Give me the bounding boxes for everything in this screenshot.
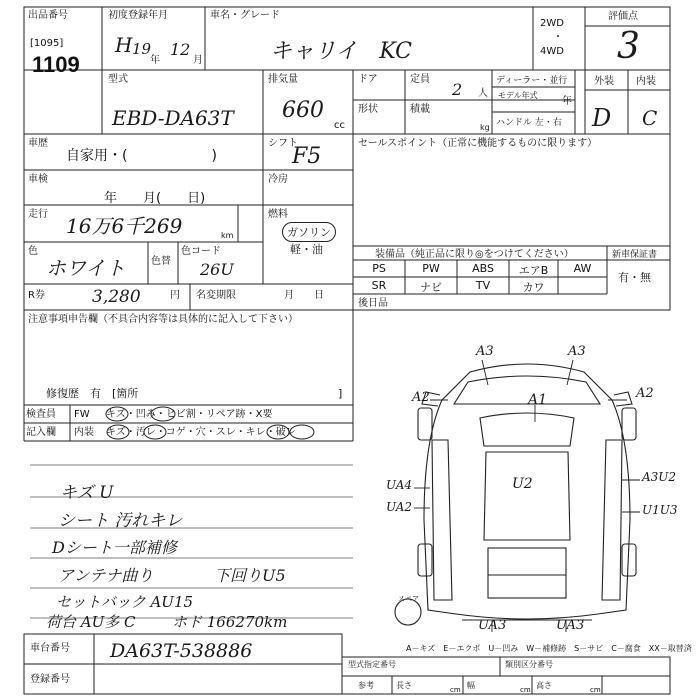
damage-label-a3-right: A3 [568, 344, 586, 359]
car-name-label: 車名・グレード [210, 10, 280, 21]
damage-label-u2: U2 [512, 476, 533, 492]
recycle-label: R券 [28, 290, 45, 301]
repair-history-close: ] [338, 387, 343, 400]
note-line-4: アンテナ曲り [58, 566, 154, 585]
equipment-abs: ABS [472, 262, 494, 275]
color-label: 色 [28, 246, 38, 257]
history-value: 自家用・( ) [66, 148, 217, 164]
inspector-label: 検査員 [26, 409, 56, 420]
color-code-label: 色コード [181, 246, 221, 257]
name-change-label: 名変期限 [196, 290, 236, 301]
plating-label: 色替 [151, 256, 171, 267]
note-line-5: セットバック AU15 [56, 593, 194, 611]
damage-legend: A－キズ E－エクボ U－凹み W－補修跡 S－サビ C－腐食 XX－取替済 [406, 644, 692, 653]
height-unit: cm [590, 686, 601, 694]
repair-history-label: 修復歴 有 [箇所 [46, 387, 139, 400]
side-note: 下回りU5 [214, 566, 286, 585]
length-label: 長さ [396, 681, 412, 690]
score-value: 3 [617, 26, 640, 67]
equipment-pw: PW [422, 262, 440, 275]
shape-label: 形状 [358, 104, 378, 115]
kg-unit: kg [480, 123, 490, 132]
ac-label: 冷房 [268, 174, 288, 185]
warranty-value: 有・無 [618, 271, 651, 284]
lot-code: [1095] [30, 38, 64, 49]
equipment-airbag: エアB [518, 264, 549, 277]
sales-points-label: セールスポイント（正常に機能するものに限ります） [358, 138, 598, 149]
history-label: 車歴 [28, 138, 48, 149]
form-spec-label: 型式指定番号 [348, 660, 396, 669]
length-unit: cm [450, 686, 461, 694]
shift-value: F5 [292, 144, 322, 169]
exterior-label: 外装 [594, 76, 614, 87]
first-registration-era: H [115, 33, 133, 57]
model-year-unit: 年 [562, 96, 572, 107]
first-registration-label: 初度登録年月 [108, 10, 168, 21]
damage-label-a2-left: A2 [412, 390, 430, 405]
yen-unit: 円 [170, 290, 180, 301]
displacement-label: 排気量 [268, 74, 298, 85]
fw-label: FW [74, 409, 90, 420]
class-number-label: 類別区分番号 [505, 660, 553, 669]
equipment-leather: カワ [522, 281, 545, 294]
first-registration-month: 12 [170, 40, 191, 59]
person-unit: 人 [478, 88, 488, 99]
width-unit: cm [520, 686, 531, 694]
dealer-label: ディーラー・並行 [496, 76, 568, 86]
capacity-value: 2 [452, 80, 463, 99]
fuel-gasoline-circled: ガソリン [282, 222, 336, 242]
recycle-value: 3,280 [92, 287, 141, 307]
registration-label: 登録番号 [30, 674, 70, 685]
spare-tire-label: スペア [398, 595, 419, 603]
month-unit: 月 [193, 55, 203, 66]
score-label: 評価点 [608, 11, 638, 22]
lot-number-label: 出品番号 [28, 10, 68, 21]
equipment-label: 装備品（純正品に限り◎をつけてください） [375, 249, 574, 260]
color-code-value: 26U [200, 260, 234, 279]
exterior-grade: D [592, 104, 612, 132]
entry-label: 記入欄 [26, 427, 56, 438]
drive-separator: ・ [553, 32, 563, 43]
drive-2wd: 2WD [540, 18, 564, 29]
damage-label-ua3-left: UA3 [478, 618, 507, 633]
shift-label: シフト [268, 138, 298, 149]
mileage-value: 16万6千269 [66, 214, 183, 238]
interior-row-label: 内装 [74, 427, 94, 438]
interior-items: キズ・汚レ・コゲ・穴・スレ・キレ・破レ [106, 427, 296, 438]
fw-items: キズ・凹み・ヒビ割・リペア跡・X要 [106, 409, 273, 420]
damage-label-a3-left: A3 [476, 344, 494, 359]
chassis-number: DA63T-538886 [110, 640, 253, 662]
model-label: 型式 [108, 74, 128, 85]
note-line-2: シート 汚れキレ [58, 511, 183, 531]
height-label: 高さ [536, 681, 552, 690]
displacement-value: 660 [282, 98, 324, 123]
capacity-label: 定員 [410, 74, 430, 85]
equipment-aw: AW [573, 262, 592, 275]
model-year-label: モデル年式 [498, 91, 538, 100]
first-registration-year: 19 [132, 40, 152, 58]
equipment-tv: TV [475, 279, 491, 292]
fuel-light-oil: 軽・油 [290, 243, 323, 256]
inspection-label: 車検 [28, 174, 48, 185]
chassis-label: 車台番号 [30, 643, 70, 654]
damage-label-u1u3: U1U3 [642, 503, 678, 517]
equipment-ps: PS [372, 262, 386, 275]
inspection-value: 年 月( 日) [104, 191, 206, 206]
seat-label: 後日品 [358, 298, 388, 309]
damage-label-a1: A1 [528, 392, 548, 408]
warranty-label: 新車保証書 [612, 250, 658, 260]
note-line-6: 荷台 AU多 C [46, 613, 136, 631]
damage-label-a3u2: A3U2 [642, 470, 677, 484]
lot-number: 1109 [32, 52, 80, 77]
damage-label-ua2: UA2 [386, 500, 413, 514]
note-line-1: キズ U [60, 483, 114, 503]
note-line-3: Dシート一部補修 [52, 538, 177, 557]
car-name: キャリイ KC [270, 39, 413, 64]
interior-label: 内装 [636, 76, 656, 87]
interior-grade: C [642, 106, 658, 130]
handle-label: ハンドル 左・右 [496, 118, 562, 128]
drive-4wd: 4WD [540, 46, 564, 57]
width-label: 幅 [467, 681, 475, 690]
color-value: ホワイト [46, 256, 126, 280]
load-label: 積載 [410, 104, 430, 115]
damage-label-ua3-right: UA3 [556, 618, 585, 633]
year-unit: 年 [150, 55, 160, 66]
door-label: ドア [358, 74, 378, 85]
damage-label-ua4: UA4 [386, 478, 413, 492]
reference-label: 参考 [358, 681, 374, 690]
mileage-label: 走行 [28, 209, 48, 220]
cc-unit: cc [334, 120, 345, 131]
km-unit: km [221, 231, 234, 240]
model-value: EBD-DA63T [112, 106, 234, 130]
declaration-label: 注意事項申告欄（不具合内容等は具体的に記入して下さい） [28, 314, 298, 325]
odometer-note: ホド 166270km [172, 613, 288, 631]
damage-label-a2-right: A2 [636, 386, 654, 401]
equipment-navi: ナビ [420, 281, 442, 294]
fuel-label: 燃料 [268, 209, 288, 220]
equipment-sr: SR [371, 279, 387, 292]
name-change-value: 月 日 [284, 290, 324, 301]
